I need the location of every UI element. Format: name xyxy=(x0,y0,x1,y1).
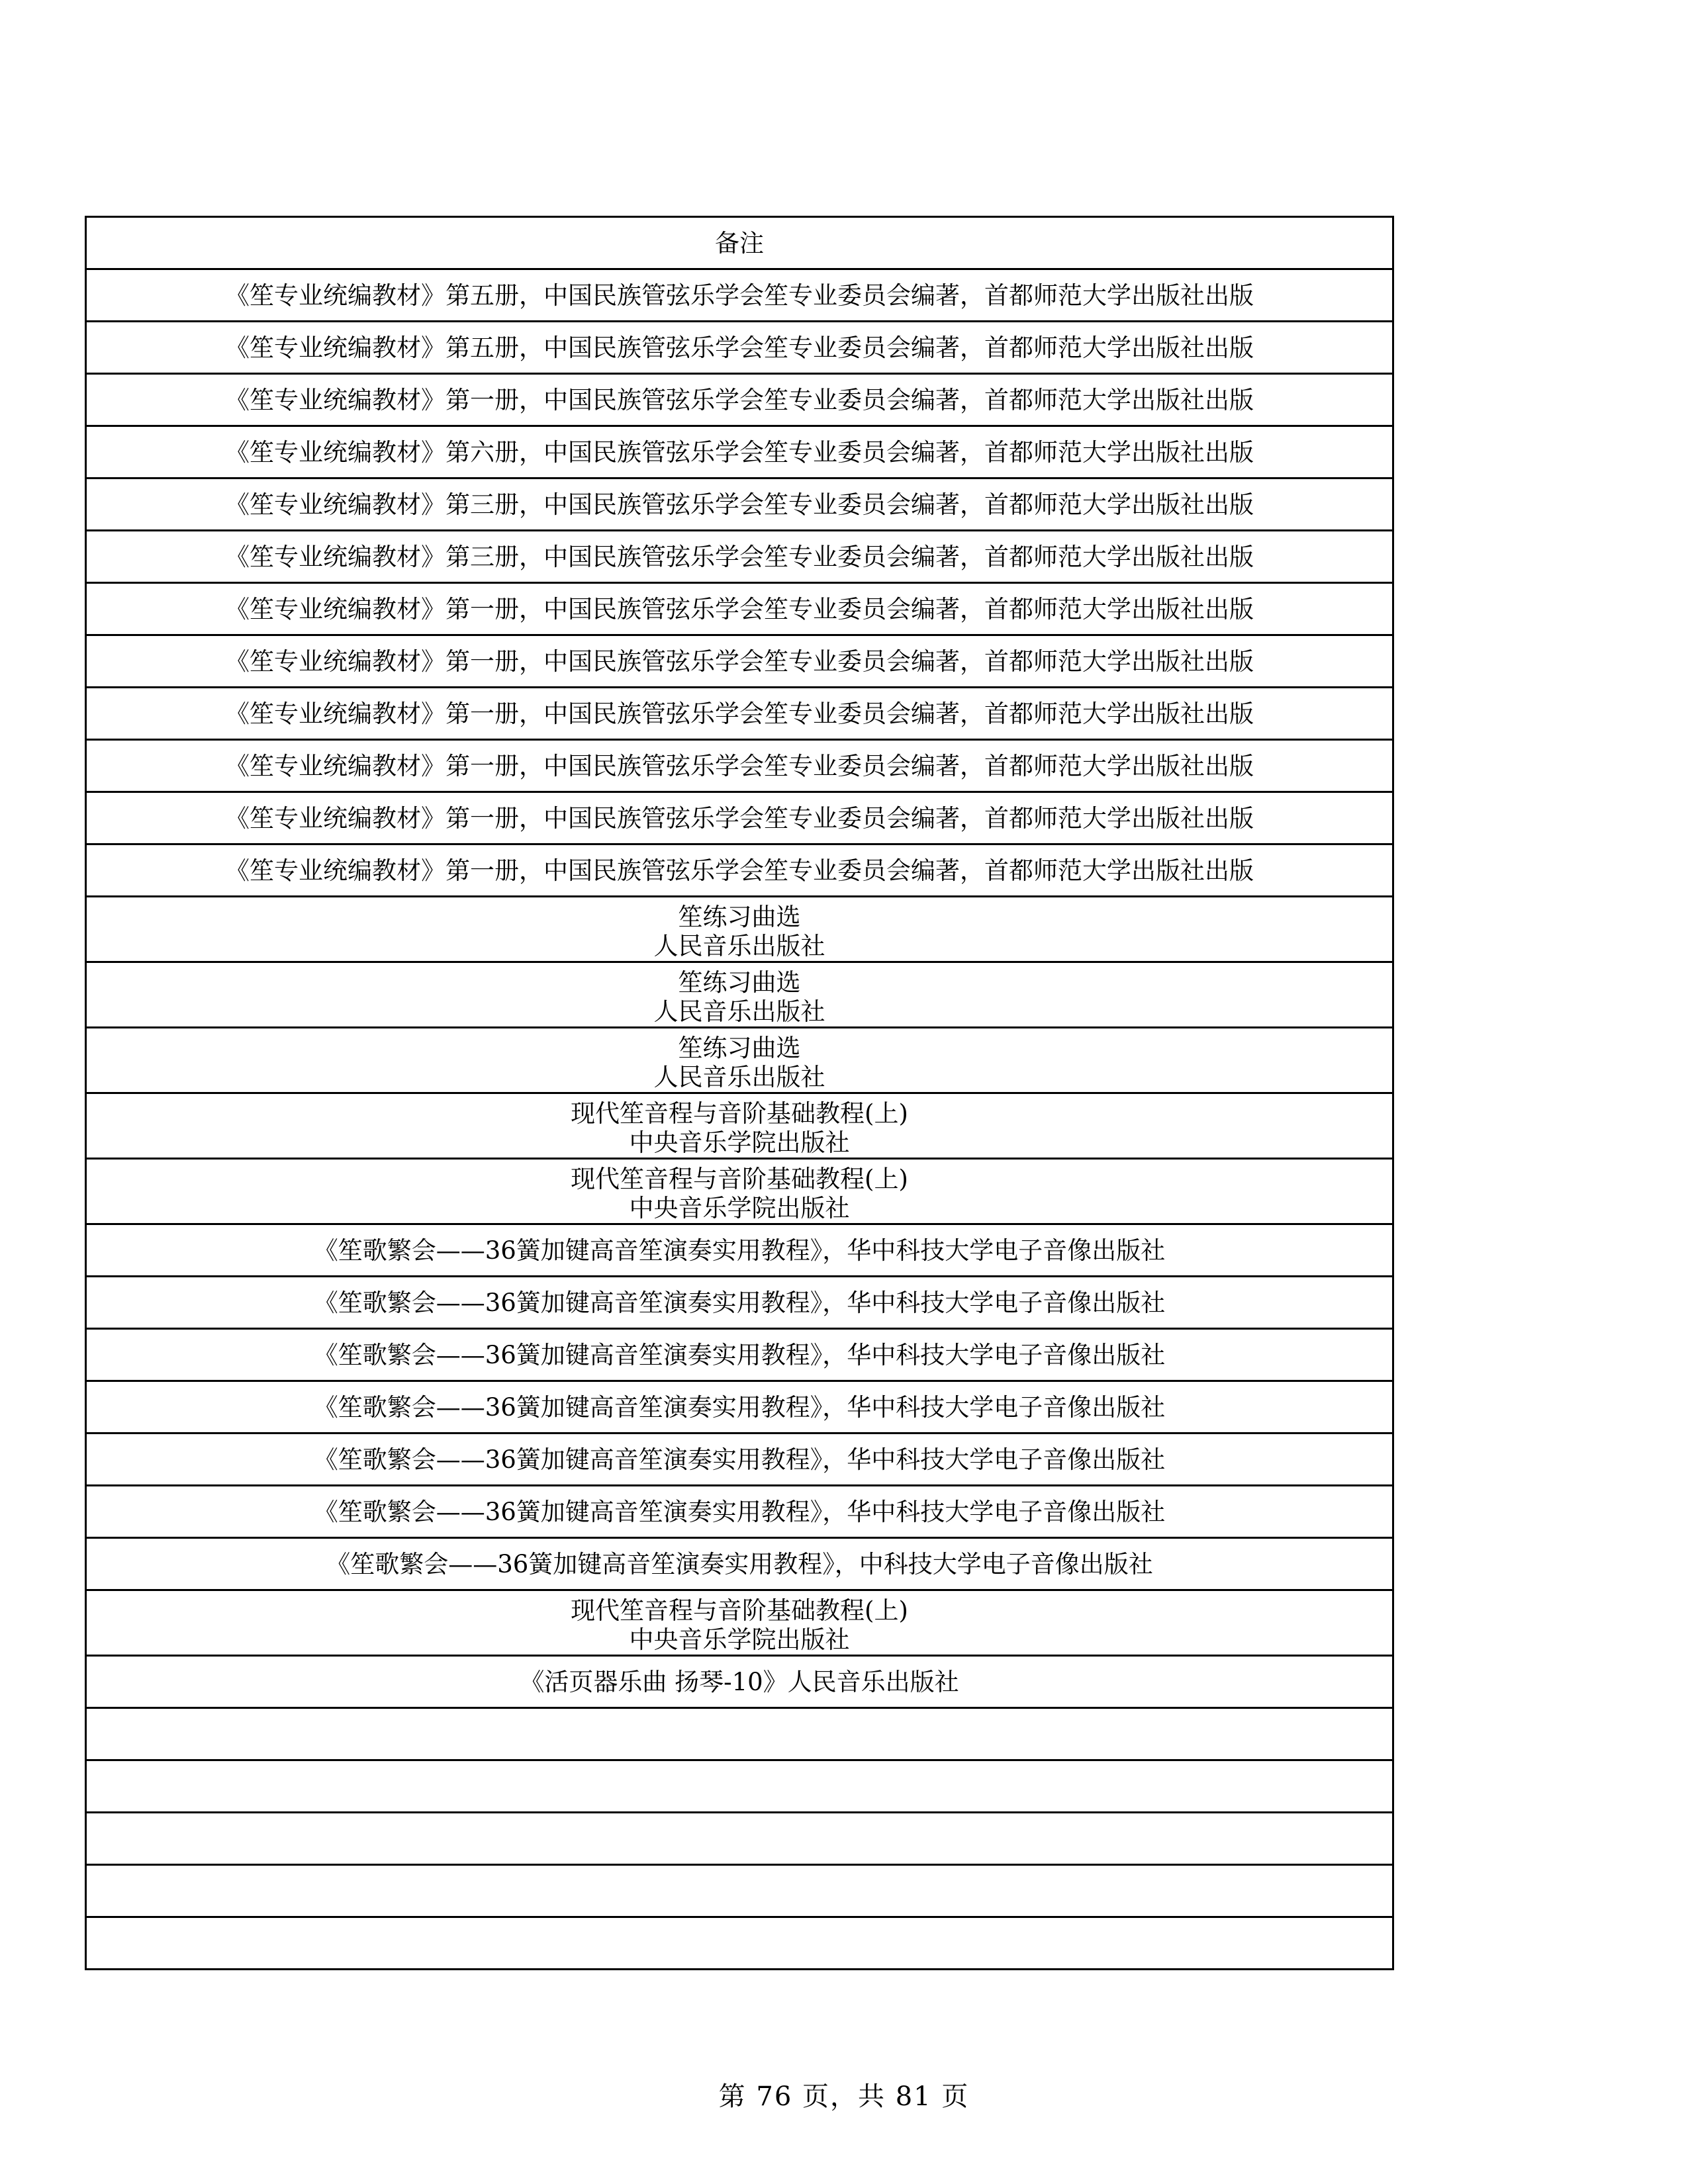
header-row xyxy=(86,217,1393,269)
table-row xyxy=(86,1381,1393,1433)
remark-text: 现代笙音程与音阶基础教程(上) 中央音乐学院出版社 xyxy=(571,1165,908,1222)
table-row xyxy=(86,1329,1393,1381)
table-row xyxy=(86,269,1393,322)
remark-text: 《笙歌繁会——36簧加键高音笙演奏实用教程》，华中科技大学电子音像出版社 xyxy=(313,1289,1166,1317)
remark-text: 《笙专业统编教材》第一册，中国民族管弦乐学会笙专业委员会编著，首都师范大学出版社出版 xyxy=(225,804,1254,833)
remark-cell xyxy=(86,1486,1393,1538)
remark-text: 《活页器乐曲 扬琴-10》人民音乐出版社 xyxy=(520,1668,959,1696)
table-row xyxy=(86,1708,1393,1760)
remark-text xyxy=(87,1866,1392,1876)
remark-cell xyxy=(86,1760,1393,1813)
remark-cell xyxy=(86,1708,1393,1760)
remark-text: 《笙歌繁会——36簧加键高音笙演奏实用教程》，华中科技大学电子音像出版社 xyxy=(313,1236,1166,1265)
remark-text: 《笙歌繁会——36簧加键高音笙演奏实用教程》，华中科技大学电子音像出版社 xyxy=(313,1498,1166,1526)
remark-cell xyxy=(86,583,1393,635)
remark-cell xyxy=(86,374,1393,426)
table-row xyxy=(86,792,1393,844)
remark-cell xyxy=(86,269,1393,322)
remark-cell xyxy=(86,1433,1393,1486)
remark-text xyxy=(87,1709,1392,1719)
remark-text: 《笙歌繁会——36簧加键高音笙演奏实用教程》，华中科技大学电子音像出版社 xyxy=(313,1393,1166,1422)
remark-cell xyxy=(86,1917,1393,1970)
remark-text: 《笙歌繁会——36簧加键高音笙演奏实用教程》，华中科技大学电子音像出版社 xyxy=(313,1445,1166,1474)
remark-cell xyxy=(86,792,1393,844)
table-row xyxy=(86,1486,1393,1538)
table-row xyxy=(86,897,1393,962)
remark-text: 《笙歌繁会——36簧加键高音笙演奏实用教程》，华中科技大学电子音像出版社 xyxy=(313,1341,1166,1369)
table-row xyxy=(86,1159,1393,1224)
table-row xyxy=(86,844,1393,897)
header-label: 备注 xyxy=(715,229,764,257)
remark-cell xyxy=(86,478,1393,531)
remark-text: 笙练习曲选 人民音乐出版社 xyxy=(653,968,825,1026)
remark-text: 《笙专业统编教材》第一册，中国民族管弦乐学会笙专业委员会编著，首都师范大学出版社出版 xyxy=(225,386,1254,414)
remark-text xyxy=(87,1813,1392,1824)
remark-text: 《笙专业统编教材》第三册，中国民族管弦乐学会笙专业委员会编著，首都师范大学出版社出版 xyxy=(225,490,1254,519)
remark-cell xyxy=(86,531,1393,583)
remark-text: 笙练习曲选 人民音乐出版社 xyxy=(653,1034,825,1091)
table-row xyxy=(86,531,1393,583)
remark-text: 《笙专业统编教材》第一册，中国民族管弦乐学会笙专业委员会编著，首都师范大学出版社出版 xyxy=(225,856,1254,885)
remark-text: 《笙专业统编教材》第五册，中国民族管弦乐学会笙专业委员会编著，首都师范大学出版社出版 xyxy=(225,281,1254,310)
remark-text: 现代笙音程与音阶基础教程(上) 中央音乐学院出版社 xyxy=(571,1099,908,1157)
table-row xyxy=(86,1917,1393,1970)
remarks-table xyxy=(85,216,1394,1970)
table-row xyxy=(86,740,1393,792)
remark-text: 笙练习曲选 人民音乐出版社 xyxy=(653,903,825,960)
table-row xyxy=(86,1865,1393,1917)
remark-cell xyxy=(86,844,1393,897)
remark-cell xyxy=(86,1093,1393,1159)
remarks-table-body xyxy=(86,217,1393,1970)
remark-cell xyxy=(86,740,1393,792)
table-row xyxy=(86,688,1393,740)
table-row xyxy=(86,583,1393,635)
remark-text xyxy=(87,1761,1392,1772)
remark-text: 《笙专业统编教材》第一册，中国民族管弦乐学会笙专业委员会编著，首都师范大学出版社出版 xyxy=(225,700,1254,728)
remark-cell xyxy=(86,897,1393,962)
remark-text: 《笙专业统编教材》第五册，中国民族管弦乐学会笙专业委员会编著，首都师范大学出版社出版 xyxy=(225,334,1254,362)
remark-cell xyxy=(86,1159,1393,1224)
remark-cell xyxy=(86,1865,1393,1917)
remark-cell xyxy=(86,322,1393,374)
table-row xyxy=(86,962,1393,1028)
remark-cell xyxy=(86,1538,1393,1590)
remark-cell xyxy=(86,1028,1393,1093)
remark-cell xyxy=(86,1224,1393,1277)
table-row xyxy=(86,1813,1393,1865)
remark-cell xyxy=(86,1381,1393,1433)
remark-cell xyxy=(86,1813,1393,1865)
remark-cell xyxy=(86,635,1393,688)
table-row xyxy=(86,1433,1393,1486)
remark-text: 《笙专业统编教材》第一册，中国民族管弦乐学会笙专业委员会编著，首都师范大学出版社出版 xyxy=(225,647,1254,676)
table-row xyxy=(86,1656,1393,1708)
table-row xyxy=(86,322,1393,374)
table-row xyxy=(86,1093,1393,1159)
remark-text: 《笙专业统编教材》第六册，中国民族管弦乐学会笙专业委员会编著，首都师范大学出版社出版 xyxy=(225,438,1254,467)
remark-cell xyxy=(86,1656,1393,1708)
remark-cell xyxy=(86,688,1393,740)
table-row xyxy=(86,1590,1393,1656)
remark-text xyxy=(87,1918,1392,1929)
page-number: 第 76 页，共 81 页 xyxy=(718,2081,970,2112)
table-row xyxy=(86,478,1393,531)
table-row xyxy=(86,1277,1393,1329)
remark-text: 《笙专业统编教材》第三册，中国民族管弦乐学会笙专业委员会编著，首都师范大学出版社出版 xyxy=(225,543,1254,571)
remark-text: 《笙专业统编教材》第一册，中国民族管弦乐学会笙专业委员会编著，首都师范大学出版社出版 xyxy=(225,752,1254,780)
remark-cell xyxy=(86,962,1393,1028)
remark-text: 《笙歌繁会——36簧加键高音笙演奏实用教程》，中科技大学电子音像出版社 xyxy=(326,1550,1153,1578)
remark-cell xyxy=(86,1329,1393,1381)
header-cell xyxy=(86,217,1393,269)
remark-cell xyxy=(86,1590,1393,1656)
table-row xyxy=(86,1028,1393,1093)
remark-cell xyxy=(86,426,1393,478)
remark-cell xyxy=(86,1277,1393,1329)
table-row xyxy=(86,1538,1393,1590)
table-row xyxy=(86,635,1393,688)
remark-text: 现代笙音程与音阶基础教程(上) 中央音乐学院出版社 xyxy=(571,1596,908,1654)
table-row xyxy=(86,374,1393,426)
remark-text: 《笙专业统编教材》第一册，中国民族管弦乐学会笙专业委员会编著，首都师范大学出版社出版 xyxy=(225,595,1254,623)
table-row xyxy=(86,426,1393,478)
table-row xyxy=(86,1224,1393,1277)
table-row xyxy=(86,1760,1393,1813)
